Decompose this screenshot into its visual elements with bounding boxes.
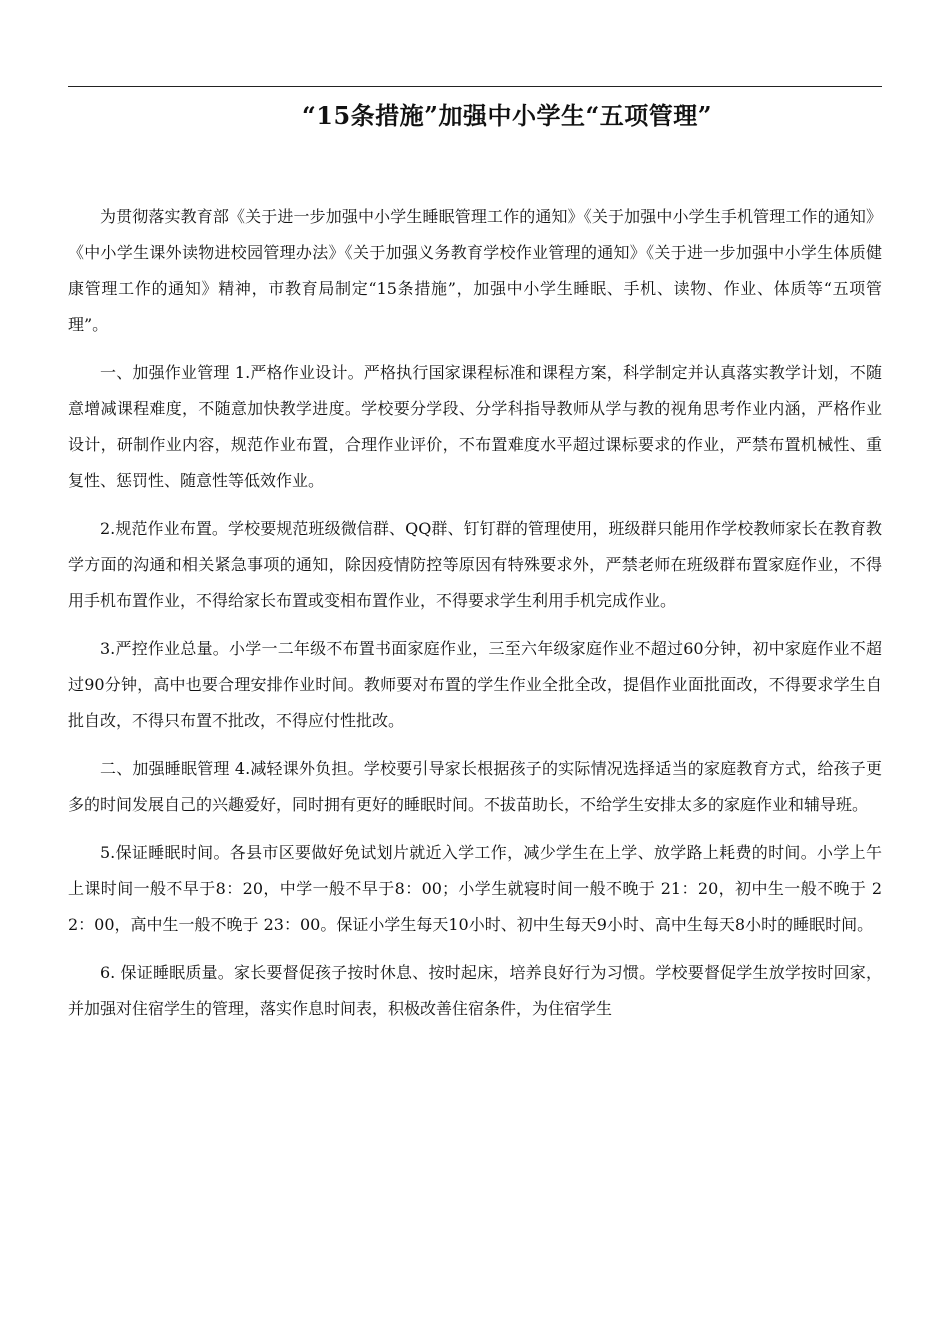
paragraph-intro: 为贯彻落实教育部《关于进一步加强中小学生睡眠管理工作的通知》《关于加强中小学生手机管理工作的通知》《中小学生课外读物进校园管理办法》《关于加强义务教育学校作业管理的通知》《关于进一步加强中小学生体质健康管理工作的通知》精神，市教育局制定“15条措施”，加强中小学生睡眠、手机、读物、作业、体质等“五项管理”。 xyxy=(68,207,882,334)
paragraph-homework-assignment: 2.规范作业布置。学校要规范班级微信群、QQ群、钉钉群的管理使用，班级群只能用作学校教师家长在教育教学方面的沟通和相关紧急事项的通知，除因疫情防控等原因有特殊要求外，严禁老师在班级群布置家庭作业，不得用手机布置作业，不得给家长布置或变相布置作业，不得要求学生利用手机完成作业。 xyxy=(68,519,882,610)
document-title: “15条措施”加强中小学生“五项管理” xyxy=(301,101,713,130)
paragraph-reduce-burden: 二、加强睡眠管理 4.减轻课外负担。学校要引导家长根据孩子的实际情况选择适当的家庭教育方式，给孩子更多的时间发展自己的兴趣爱好，同时拥有更好的睡眠时间。不拔苗助长，不给学生安排太多的家庭作业和辅导班。 xyxy=(68,759,882,814)
paragraph-sleep-time: 5.保证睡眠时间。各县市区要做好免试划片就近入学工作，减少学生在上学、放学路上耗费的时间。小学上午上课时间一般不早于8：20，中学一般不早于8：00；小学生就寝时间一般不晚于 21：20，初中生一般不晚于 22：00，高中生一般不晚于 23：00。保证小学生每天10小时、初中生每天9小时、高中生每天8小时的睡眠时间。 xyxy=(68,843,882,934)
paragraph-sleep-quality: 6. 保证睡眠质量。家长要督促孩子按时休息、按时起床，培养良好行为习惯。学校要督促学生放学按时回家，并加强对住宿学生的管理，落实作息时间表，积极改善住宿条件，为住宿学生 xyxy=(68,963,882,1018)
header-rule xyxy=(68,86,882,87)
paragraph-homework-design: 一、加强作业管理 1.严格作业设计。严格执行国家课程标准和课程方案，科学制定并认真落实教学计划，不随意增减课程难度，不随意加快教学进度。学校要分学段、分学科指导教师从学与教的视角思考作业内涵，严格作业设计，研制作业内容，规范作业布置，合理作业评价，不布置难度水平超过课标要求的作业，严禁布置机械性、重复性、惩罚性、随意性等低效作业。 xyxy=(68,363,882,490)
paragraph-homework-amount: 3.严控作业总量。小学一二年级不布置书面家庭作业，三至六年级家庭作业不超过60分钟，初中家庭作业不超过90分钟，高中也要合理安排作业时间。教师要对布置的学生作业全批全改，提倡作业面批面改，不得要求学生自批自改，不得只布置不批改，不得应付性批改。 xyxy=(68,639,882,730)
document-body xyxy=(68,199,882,1039)
